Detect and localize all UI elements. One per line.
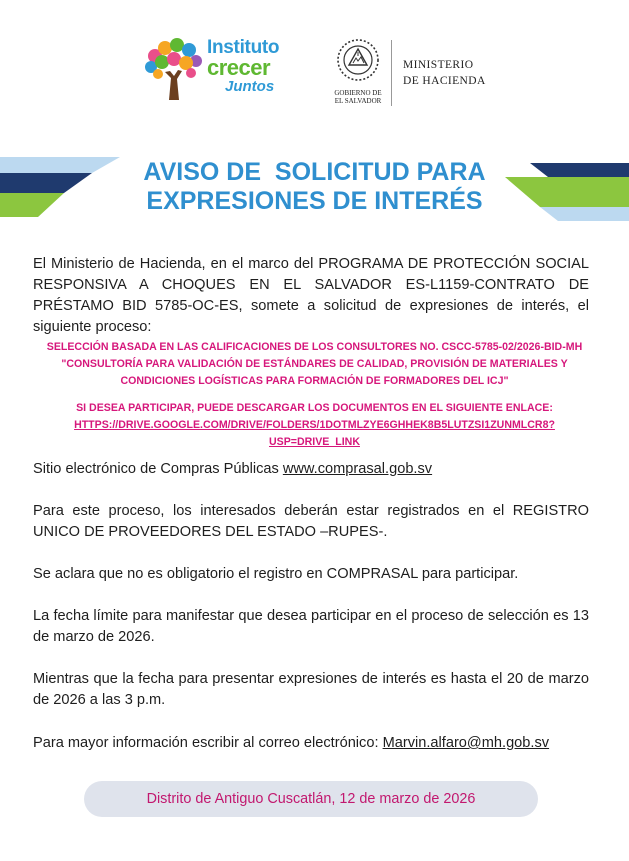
comprasal-link[interactable]: www.comprasal.gob.sv [282, 461, 433, 477]
download-instruction: SI DESEA PARTICIPAR, PUEDE DESCARGAR LOS DOCUMENTOS EN EL SIGUIENTE ENLACE: [76, 402, 553, 414]
ministry-line1: MINISTERIO [403, 59, 474, 71]
ministry-name [403, 58, 486, 89]
comprasal-paragraph: Se aclara que no es obligatorio el registro en COMPRASAL para participar. [33, 566, 519, 582]
download-link-line2[interactable]: USP=DRIVE_LINK [269, 436, 360, 448]
ministry-line2: DE HACIENDA [403, 74, 486, 87]
tree-logo-icon [141, 36, 207, 102]
title-line1: AVISO DE SOLICITUD PARA [143, 158, 486, 186]
contact-line [33, 733, 589, 754]
compras-label: Sitio electrónico de Compras Públicas [33, 461, 283, 477]
intro-paragraph: El Ministerio de Hacienda, en el marco del PROGRAMA DE PROTECCIÓN SOCIAL RESPONSIVA A CHOQUES EN EL SALVADOR ES-L1159-CONTRATO DE PRÉSTAMO BID 5785-OC-ES, somete a solicitud de expresiones de interés, el siguiente proceso: [33, 256, 589, 335]
compras-line [33, 459, 589, 480]
icj-logo-line1: Instituto [207, 37, 280, 58]
icj-logo-line2: crecer [207, 55, 271, 80]
icj-logo-line3: Juntos [225, 78, 275, 95]
process-title-line2: CONDICIONES LOGÍSTICAS PARA FORMACIÓN DE FORMADORES DEL ICJ" [120, 375, 509, 387]
gob-line1: GOBIERNO DE [334, 89, 382, 97]
process-code: SELECCIÓN BASADA EN LAS CALIFICACIONES DE LOS CONSULTORES NO. CSCC-5785-02/2026-BID-MH [46, 341, 583, 353]
submission-paragraph: Mientras que la fecha para presentar expresiones de interés es hasta el 20 de marzo de 2026 a las 3 p.m. [33, 671, 589, 708]
rupes-paragraph: Para este proceso, los interesados deberán estar registrados en el REGISTRO UNICO DE PROVEEDORES DEL ESTADO –RUPES-. [33, 503, 589, 540]
header-divider [391, 40, 392, 106]
process-highlight [22, 339, 607, 390]
contact-email-link[interactable]: Marvin.alfaro@mh.gob.sv [382, 735, 550, 751]
deadline-paragraph: La fecha límite para manifestar que desea participar en el proceso de selección es 13 de marzo de 2026. [33, 608, 589, 645]
page-title [0, 158, 629, 216]
contact-label: Para mayor información escribir al correo electrónico: [33, 735, 383, 751]
download-link-line1[interactable]: HTTPS://DRIVE.GOOGLE.COM/DRIVE/FOLDERS/1DOTMLZYE6GHHEK8B5LUTZSI1ZUNMLCR8? [74, 419, 555, 431]
download-link[interactable] [22, 417, 607, 451]
gobierno-logo [326, 38, 390, 108]
icj-logo [141, 36, 301, 106]
gob-line2: EL SALVADOR [334, 96, 382, 105]
footer-date-location: Distrito de Antiguo Cuscatlán, 12 de marzo de 2026 [146, 791, 476, 807]
download-block [22, 400, 607, 451]
process-title-line1: "CONSULTORÍA PARA VALIDACIÓN DE ESTÁNDARES DE CALIDAD, PROVISIÓN DE MATERIALES Y [61, 358, 568, 370]
coat-of-arms-icon [336, 38, 380, 82]
title-line2: EXPRESIONES DE INTERÉS [146, 187, 483, 215]
